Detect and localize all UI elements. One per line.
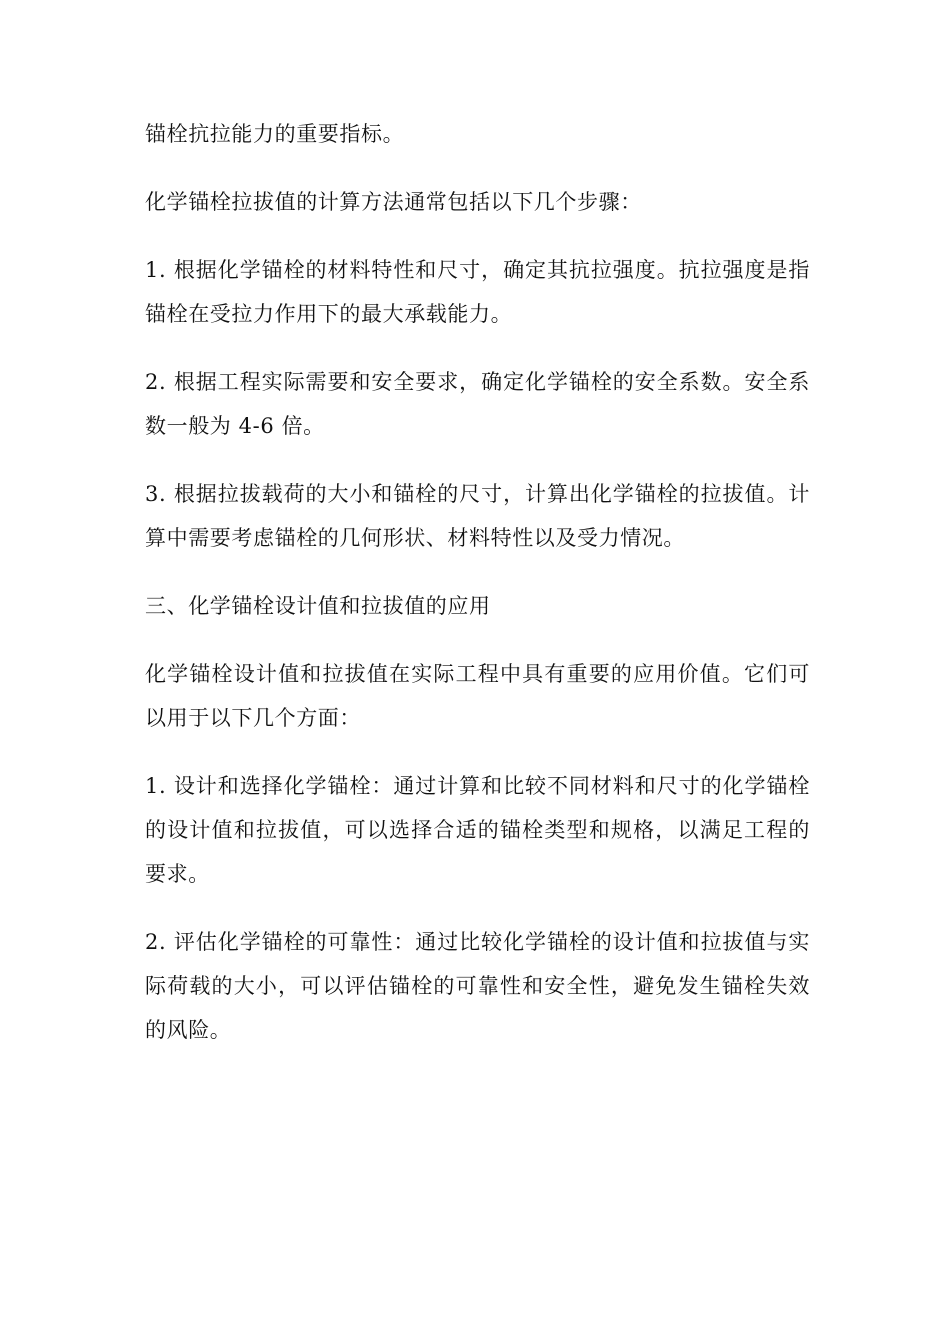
document-body <box>145 112 810 1076</box>
paragraph-step-1: 1. 根据化学锚栓的材料特性和尺寸，确定其抗拉强度。抗拉强度是指锚栓在受拉力作用下的最大承载能力。 <box>145 258 810 326</box>
paragraph-application-2: 2. 评估化学锚栓的可靠性：通过比较化学锚栓的设计值和拉拔值与实际荷载的大小，可以评估锚栓的可靠性和安全性，避免发生锚栓失效的风险。 <box>145 930 810 1042</box>
paragraph-steps-intro: 化学锚栓拉拔值的计算方法通常包括以下几个步骤： <box>145 190 642 214</box>
paragraph-step-3: 3. 根据拉拔载荷的大小和锚栓的尺寸，计算出化学锚栓的拉拔值。计算中需要考虑锚栓的几何形状、材料特性以及受力情况。 <box>145 482 810 550</box>
paragraph-continuation: 锚栓抗拉能力的重要指标。 <box>145 122 405 146</box>
paragraph-application-intro: 化学锚栓设计值和拉拔值在实际工程中具有重要的应用价值。它们可以用于以下几个方面： <box>145 662 810 730</box>
section-heading: 三、化学锚栓设计值和拉拔值的应用 <box>145 594 491 618</box>
paragraph-step-2: 2. 根据工程实际需要和安全要求，确定化学锚栓的安全系数。安全系数一般为 4-6 倍。 <box>145 370 810 438</box>
paragraph-application-1: 1. 设计和选择化学锚栓：通过计算和比较不同材料和尺寸的化学锚栓的设计值和拉拔值，可以选择合适的锚栓类型和规格，以满足工程的要求。 <box>145 774 810 886</box>
